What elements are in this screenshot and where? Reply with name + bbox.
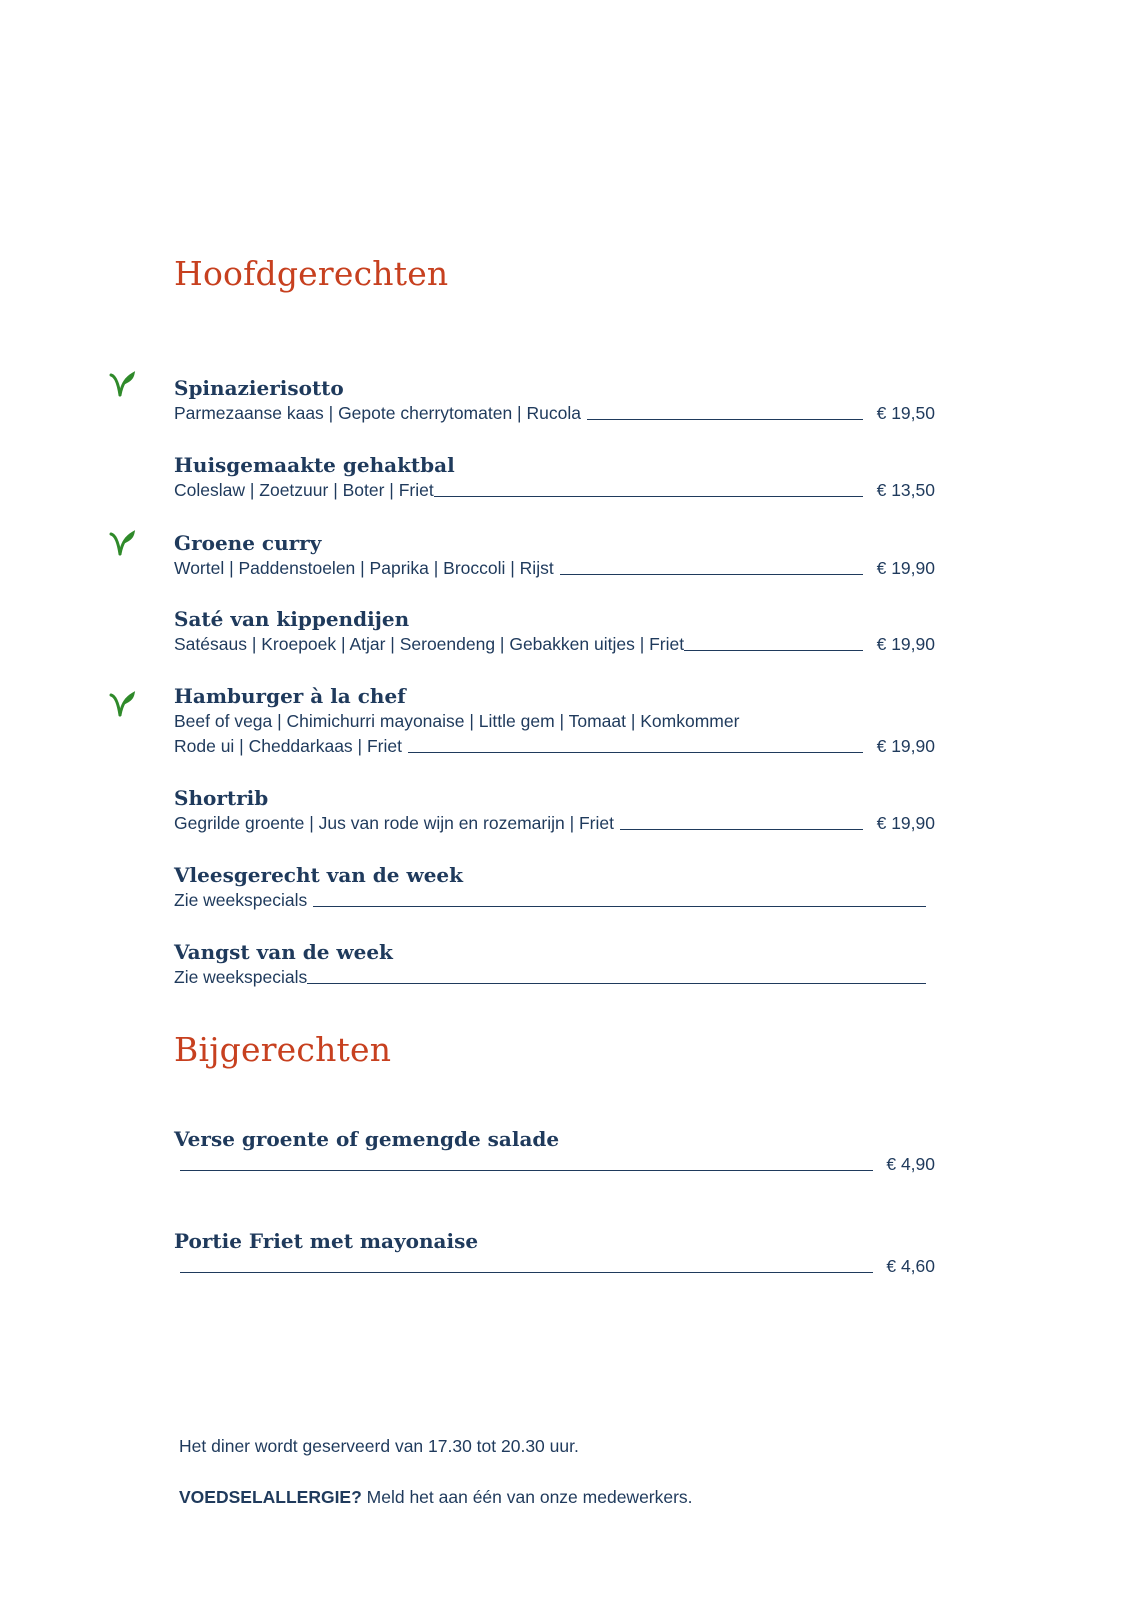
dish-item <box>174 683 935 759</box>
dish-line <box>174 632 935 657</box>
dish-name: Shortrib <box>174 786 269 810</box>
dish-description: Rode ui | Cheddarkaas | Friet <box>174 736 402 756</box>
dish-item <box>174 939 926 990</box>
leader-line <box>587 419 863 420</box>
dish-line <box>174 811 935 836</box>
dish-name: Huisgemaakte gehaktbal <box>174 453 455 477</box>
dish-description: Gegrilde groente | Jus van rode wijn en rozemarijn | Friet <box>174 813 614 833</box>
leader-line <box>180 1272 873 1273</box>
dish-name: Spinazierisotto <box>174 376 344 400</box>
dish-description: Satésaus | Kroepoek | Atjar | Seroendeng | Gebakken uitjes | Friet <box>174 634 685 654</box>
dish-item <box>174 375 935 426</box>
dish-price: € 19,90 <box>876 558 935 578</box>
leader-line <box>307 983 926 984</box>
leader-line <box>620 829 863 830</box>
dish-item <box>174 606 935 657</box>
vegetarian-leaf-icon <box>108 688 138 722</box>
dish-line <box>174 478 935 503</box>
dish-price: € 19,90 <box>876 634 935 654</box>
dish-description: Beef of vega | Chimichurri mayonaise | Little gem | Tomaat | Komkommer <box>174 711 740 731</box>
dish-name: Saté van kippendijen <box>174 607 410 631</box>
dish-description: Zie weekspecials <box>174 890 308 910</box>
dish-price: € 19,90 <box>876 736 935 756</box>
dish-line <box>174 401 935 426</box>
dish-description: Parmezaanse kaas | Gepote cherrytomaten | Rucola <box>174 403 581 423</box>
leader-line <box>180 1170 873 1171</box>
allergy-text: Meld het aan één van onze medewerkers. <box>361 1487 693 1507</box>
dish-description: Coleslaw | Zoetzuur | Boter | Friet <box>174 480 434 500</box>
allergy-notice <box>179 1487 693 1508</box>
dish-name: Vleesgerecht van de week <box>174 863 463 887</box>
dish-item <box>174 452 935 503</box>
dish-price: € 4,90 <box>886 1154 935 1174</box>
dish-line <box>174 1152 935 1177</box>
dish-item <box>174 862 926 913</box>
dish-line <box>174 734 935 759</box>
leader-line <box>684 650 863 651</box>
dish-name: Portie Friet met mayonaise <box>174 1229 479 1253</box>
dish-description: Wortel | Paddenstoelen | Paprika | Broccoli | Rijst <box>174 558 554 578</box>
dish-line <box>174 1254 935 1279</box>
side-dish-item <box>174 1228 935 1279</box>
dish-price: € 19,90 <box>876 813 935 833</box>
dish-name: Groene curry <box>174 531 322 555</box>
section-title-hoofdgerechten: Hoofdgerechten <box>174 254 449 293</box>
dish-price: € 19,50 <box>876 403 935 423</box>
dish-line <box>174 556 935 581</box>
dish-item <box>174 785 935 836</box>
side-dish-item <box>174 1126 935 1177</box>
leader-line <box>434 496 863 497</box>
dish-price: € 4,60 <box>886 1256 935 1276</box>
leader-line <box>313 906 926 907</box>
vegetarian-leaf-icon <box>108 527 138 561</box>
dish-item <box>174 530 935 581</box>
dish-name: Verse groente of gemengde salade <box>174 1127 560 1151</box>
allergy-label: VOEDSELALLERGIE? <box>179 1487 362 1507</box>
dish-description: Zie weekspecials <box>174 967 308 987</box>
leader-line <box>408 752 863 753</box>
service-hours-text: Het diner wordt geserveerd van 17.30 tot 20.30 uur. <box>179 1436 579 1456</box>
section-title-bijgerechten: Bijgerechten <box>174 1030 392 1069</box>
dish-line <box>174 888 926 913</box>
dish-line <box>174 965 926 990</box>
leader-line <box>560 574 863 575</box>
dish-price: € 13,50 <box>876 480 935 500</box>
vegetarian-leaf-icon <box>108 368 138 402</box>
dish-name: Vangst van de week <box>174 940 393 964</box>
dish-name: Hamburger à la chef <box>174 684 406 708</box>
